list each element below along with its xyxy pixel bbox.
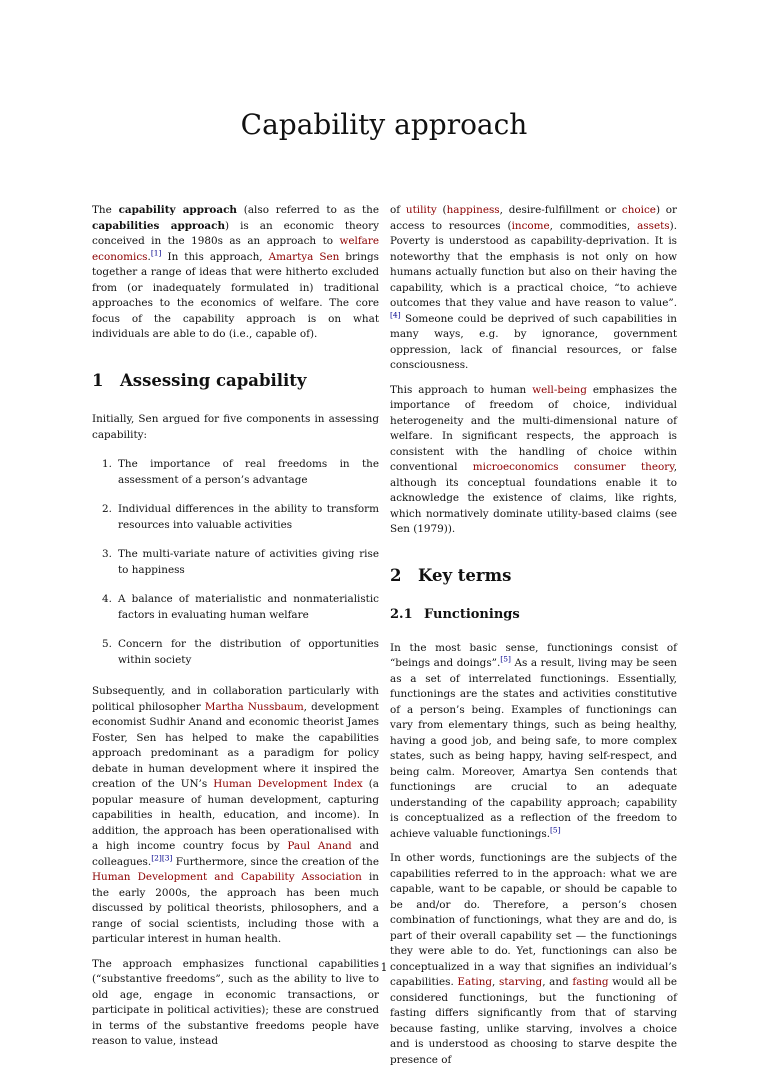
text-run: Furthermore, since the creation of the (172, 855, 379, 868)
right-column (390, 203, 677, 1077)
inline-link[interactable]: welfare economics (92, 235, 379, 263)
intro-paragraph (92, 203, 379, 343)
text-run: The approach emphasizes functional capabilities (“substantive freedoms”, such as the ability to live to old age, engage in economic transactions, or participate in political activities); these are construed in terms of the substantive freedoms people have reason to value, instead (92, 957, 379, 1047)
other-words-paragraph (390, 851, 677, 1068)
text-run: , although its conceptual foundations enable it to acknowledge the existence of claims, like rights, which normatively dominate utility-based claims (see Sen (1979)). (390, 461, 678, 535)
text-run: As a result, living may be seen as a set of interrelated functionings. Essentially, functionings are the states and activities constitutive of a person’s being. Examples of functionings can vary from elementary things, such as being healthy, having a good job, and being safe, to more complex states, such as being happy, having self-respect, and being calm. Moreover, Amartya Sen contends that functionings are crucial to an adequate understanding of the capability approach; capability is conceptualized as a reflection of the freedom to achieve valuable functionings. (390, 657, 677, 840)
text-run: . (147, 250, 151, 263)
citation-link[interactable]: [2][3] (151, 853, 173, 863)
section-title: Key terms (418, 565, 512, 585)
inline-link[interactable]: assets (637, 219, 670, 232)
text-run: ) or access to resources ( (390, 204, 678, 232)
page-number: 1 (380, 961, 388, 974)
text-run: (a popular measure of human development, capturing capabilities in health, education, and income). In addition, the approach has been operationalised with a high income country focus by (92, 778, 380, 852)
inline-link[interactable]: utility (405, 204, 437, 216)
text-run: Subsequently, and in collaboration particularly with political philosopher (92, 685, 379, 713)
inline-link[interactable]: Paul Anand (287, 840, 352, 852)
section-number: 2 (390, 565, 402, 585)
wellbeing-paragraph (390, 383, 677, 538)
subsequently-paragraph (92, 684, 379, 948)
list-item: 5. Concern for the distribution of opportunities within society (102, 638, 379, 666)
citation-link[interactable]: [5] (500, 654, 511, 664)
text-run: brings together a range of ideas that were hitherto excluded from (or inadequately formulated in) traditional approaches to the economics of welfare. The core focus of the capability approach is on what individuals are able to do (i.e., capable of). (92, 250, 380, 340)
text-run: ( (436, 204, 447, 216)
text-run: (also referred to as the (236, 204, 379, 216)
text-run: and colleagues. (92, 840, 380, 868)
inline-link[interactable]: fasting (572, 976, 609, 988)
page-title: Capability approach (240, 108, 528, 141)
bold-term: capabilities approach (92, 219, 225, 232)
left-column (92, 203, 379, 1059)
text-run: Someone could be deprived of such capabilities in many ways, e.g. by ignorance, government oppression, lack of financial resources, or false consciousness. (390, 312, 677, 371)
inline-link[interactable]: Amartya Sen (268, 250, 340, 263)
section-number: 1 (92, 370, 104, 390)
inline-link[interactable]: Eating (457, 976, 493, 988)
inline-link[interactable]: Human Development Index (213, 778, 363, 790)
inline-link[interactable]: happiness (446, 204, 500, 216)
text-run: ). Poverty is understood as capability-deprivation. It is noteworthy that the emphasis is not only on how humans actually function but also on their having the capability, which is a practical choice, “to achieve outcomes that they value and have reason to value”. (390, 219, 677, 309)
text-run: , and (542, 976, 573, 988)
citation-link[interactable]: [5] (550, 825, 561, 835)
text-run: In this approach, (161, 250, 269, 263)
section-title: Assessing capability (120, 370, 307, 390)
inline-link[interactable]: well-being (532, 383, 587, 396)
inline-link[interactable]: Martha Nussbaum (204, 700, 304, 713)
text-run: would all be considered functionings, but the functioning of fasting differs significantly from that of starving because fasting, unlike starving, involves a choice and is understood as choosing to starve despite the presence of (390, 976, 677, 1066)
inline-link[interactable]: Human Development and Capability Association (92, 871, 362, 883)
inline-link[interactable]: choice (621, 204, 656, 216)
text-run: ) is an economic theory conceived in the 1980s as an approach to (92, 219, 379, 247)
text-run: emphasizes the importance of freedom of choice, individual heterogeneity and the multi-dimensional nature of welfare. In significant respects, the approach is consistent with the handling of choice within conventional (390, 383, 677, 473)
text-run: In the most basic sense, functionings consist of “beings and doings”. (390, 641, 677, 669)
subsection-number: 2.1 (390, 607, 413, 622)
inline-link[interactable]: microeconomics consumer theory (472, 461, 674, 473)
text-run: The (92, 204, 119, 216)
components-list (92, 457, 379, 668)
text-run: of (390, 204, 406, 216)
list-item: 4. A balance of materialistic and nonmaterialistic factors in evaluating human welfare (102, 593, 379, 621)
utility-paragraph (390, 203, 677, 374)
text-run: , desire-fulfillment or (499, 204, 622, 216)
citation-link[interactable]: [1] (150, 248, 162, 258)
list-item: 3. The multi-variate nature of activities giving rise to happiness (102, 548, 379, 576)
section-heading-key-terms (390, 565, 677, 585)
text-run: in the early 2000s, the approach has been much discussed by political theorists, philosophers, and a range of social scientists, including those with a particular interest in human health. (92, 871, 379, 945)
section-heading-assessing-capability (92, 370, 379, 390)
text-run: This approach to human (390, 383, 533, 396)
text-run: , commodities, (549, 219, 638, 232)
bold-term: capability approach (118, 204, 237, 216)
inline-link[interactable]: income (511, 219, 550, 232)
text-run: In other words, functionings are the subjects of the capabilities referred to in the approach: what we are capable, want to be capable, or should be capable to be and/or do. Therefore, a person’s chosen combination of functionings, what they are and do, is part of their overall capability set — the functionings they were able to do. Yet, functionings can also be conceptualized in a way that signifies an individual’s capabilities. (390, 852, 677, 988)
list-item: 1. The importance of real freedoms in the assessment of a person’s advantage (102, 458, 379, 486)
citation-link[interactable]: [4] (390, 310, 401, 320)
text-run: Initially, Sen argued for five components in assessing capability: (92, 413, 379, 441)
list-item: 2. Individual differences in the ability to transform resources into valuable activities (102, 503, 379, 531)
subsection-heading-functionings (390, 607, 677, 623)
text-run: , (492, 976, 499, 988)
initially-paragraph (92, 412, 379, 443)
functionings-paragraph (390, 641, 677, 843)
subsection-title: Functionings (424, 607, 520, 622)
text-run: , development economist Sudhir Anand and economic theorist James Foster, Sen has helped to make the capabilities approach predominant as a paradigm for policy debate in human development where it inspired the creation of the UN’s (92, 700, 379, 790)
inline-link[interactable]: starving (499, 976, 543, 988)
